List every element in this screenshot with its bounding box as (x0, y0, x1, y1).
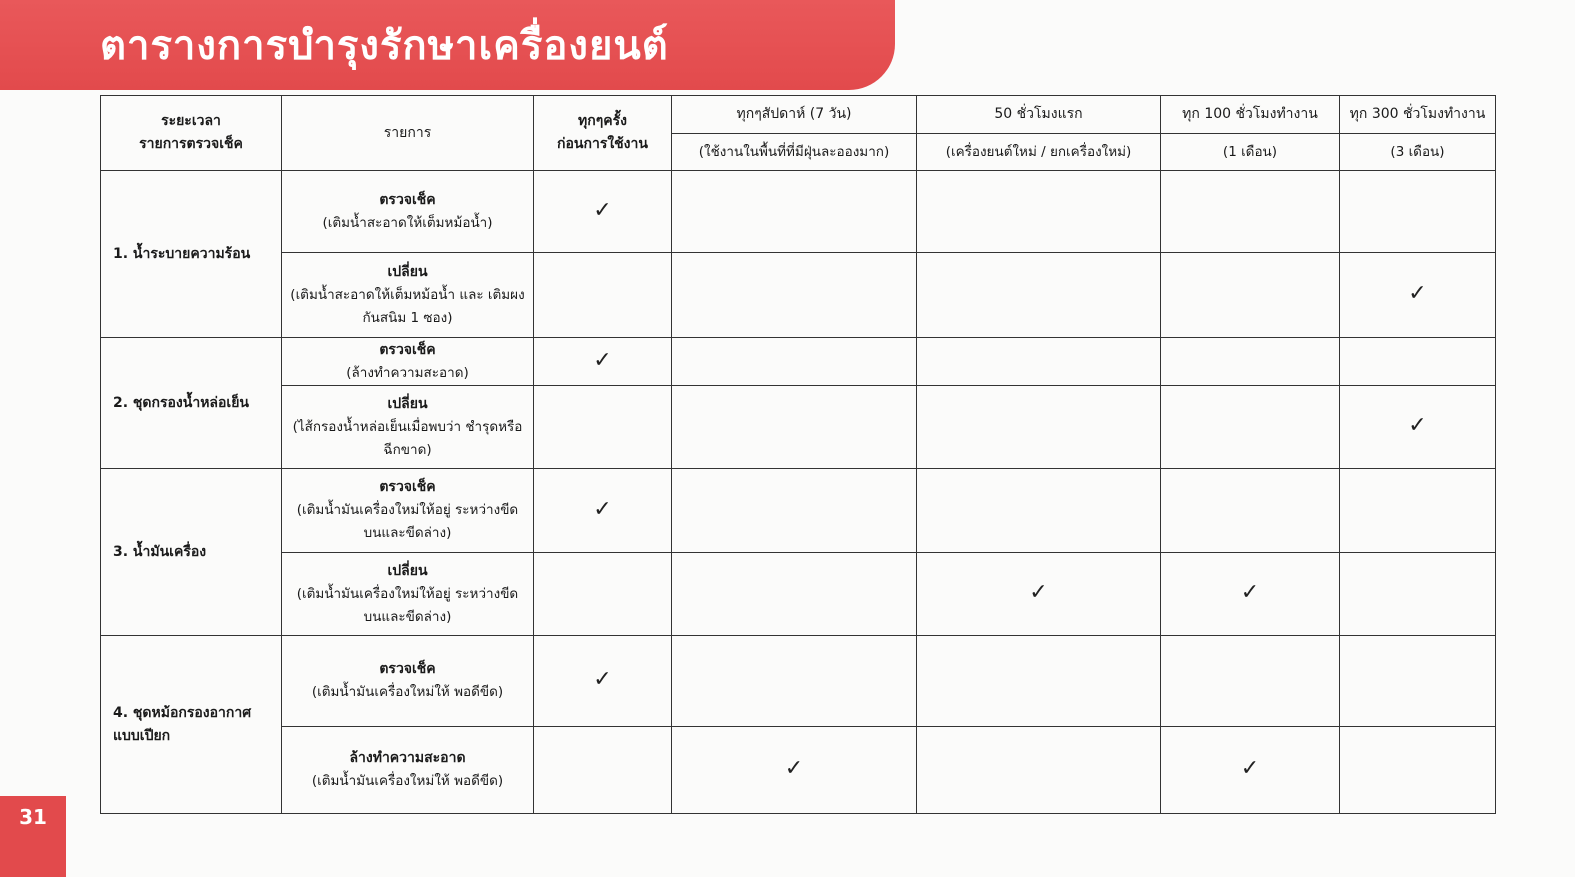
schedule-cell (1161, 553, 1340, 636)
header-every-use-cell (534, 96, 672, 171)
item-cell (282, 253, 534, 338)
schedule-cell (1340, 636, 1496, 727)
schedule-cell (672, 386, 917, 469)
header-every-use-line1: ทุกๆครั้ง (578, 113, 627, 129)
header-row (101, 96, 1496, 134)
schedule-cell (672, 553, 917, 636)
item-note: (ไส้กรองน้ำหล่อเย็นเมื่อพบว่า ชำรุดหรือ ฉีกขาด) (292, 418, 523, 458)
schedule-cell (1161, 727, 1340, 814)
item-action: ตรวจเช็ค (379, 341, 436, 358)
item-action: เปลี่ยน (387, 562, 428, 579)
header-every-300h-note: (3 เดือน) (1340, 134, 1496, 171)
schedule-cell (534, 171, 672, 253)
header-period-line1: ระยะเวลา (161, 113, 221, 129)
header-period-cell (101, 96, 282, 171)
item-note: (เติมน้ำมันเครื่องใหม่ให้ พอดีขีด) (311, 684, 504, 700)
schedule-cell (534, 386, 672, 469)
table-row (101, 386, 1496, 469)
schedule-cell (672, 253, 917, 338)
schedule-cell (917, 171, 1161, 253)
table-row (101, 727, 1496, 814)
schedule-cell (917, 469, 1161, 553)
system-name: 1. น้ำระบายความร้อน (101, 171, 282, 338)
schedule-cell (534, 338, 672, 386)
schedule-cell (534, 253, 672, 338)
header-item: รายการ (282, 96, 534, 171)
check-mark-icon: ✓ (593, 197, 612, 223)
schedule-cell (917, 553, 1161, 636)
schedule-cell (1161, 171, 1340, 253)
item-action: ตรวจเช็ค (379, 191, 436, 208)
check-mark-icon: ✓ (1240, 580, 1260, 605)
schedule-cell (672, 338, 917, 386)
schedule-cell (534, 727, 672, 814)
schedule-cell (917, 636, 1161, 727)
item-action: ตรวจเช็ค (379, 661, 436, 677)
page-title: ตารางการบำรุงรักษาเครื่องยนต์ (100, 23, 669, 69)
header-first-50h: 50 ชั่วโมงแรก (917, 96, 1161, 134)
schedule-cell (1161, 338, 1340, 386)
system-name: 3. น้ำมันเครื่อง (101, 469, 282, 636)
check-mark-icon: ✓ (784, 756, 804, 781)
system-name: 4. ชุดหม้อกรองอากาศ แบบเปียก (101, 636, 282, 814)
schedule-cell (917, 386, 1161, 469)
item-note: (เติมน้ำมันเครื่องใหม่ให้อยู่ ระหว่างขีดบนและขีดล่าง) (296, 502, 519, 541)
schedule-cell (917, 338, 1161, 386)
check-mark-icon: ✓ (1240, 756, 1260, 781)
schedule-cell (1340, 727, 1496, 814)
table-row (101, 469, 1496, 553)
table-row (101, 253, 1496, 338)
schedule-cell (1161, 386, 1340, 469)
schedule-cell (1340, 469, 1496, 553)
schedule-cell (1161, 253, 1340, 338)
check-mark-icon: ✓ (1408, 281, 1427, 306)
item-action: เปลี่ยน (387, 263, 428, 280)
schedule-cell (534, 469, 672, 553)
check-mark-icon: ✓ (1029, 580, 1048, 605)
table-row (101, 338, 1496, 386)
item-note: (เติมน้ำมันเครื่องใหม่ให้ พอดีขีด) (311, 773, 504, 789)
schedule-cell (534, 553, 672, 636)
check-mark-icon: ✓ (593, 347, 612, 373)
item-note: (เติมน้ำมันเครื่องใหม่ให้อยู่ ระหว่างขีดบนและขีดล่าง) (296, 585, 519, 625)
table-row (101, 636, 1496, 727)
table-row (101, 171, 1496, 253)
header-every-300h: ทุก 300 ชั่วโมงทำงาน (1340, 96, 1496, 134)
item-cell (282, 171, 534, 253)
item-cell (282, 553, 534, 636)
schedule-cell (672, 171, 917, 253)
schedule-cell (917, 253, 1161, 338)
table-row (101, 553, 1496, 636)
schedule-cell (534, 636, 672, 727)
page-number: 31 (19, 805, 47, 829)
item-cell (282, 727, 534, 814)
item-cell (282, 469, 534, 553)
schedule-cell (1161, 469, 1340, 553)
item-note: (ล้างทำความสะอาด) (346, 364, 469, 381)
schedule-cell (672, 469, 917, 553)
schedule-cell (1340, 253, 1496, 338)
item-action: ตรวจเช็ค (379, 479, 436, 495)
schedule-cell (1161, 636, 1340, 727)
header-every-100h-note: (1 เดือน) (1161, 134, 1340, 171)
schedule-cell (672, 727, 917, 814)
check-mark-icon: ✓ (1408, 413, 1427, 438)
item-cell (282, 386, 534, 469)
check-mark-icon: ✓ (593, 496, 612, 522)
item-cell (282, 338, 534, 386)
schedule-cell (1340, 386, 1496, 469)
schedule-cell (672, 636, 917, 727)
item-note: (เติมน้ำสะอาดให้เต็มหม้อน้ำ) (322, 214, 493, 231)
check-mark-icon: ✓ (593, 667, 612, 692)
item-action: เปลี่ยน (387, 395, 428, 412)
schedule-cell (917, 727, 1161, 814)
schedule-body (101, 171, 1496, 814)
header-every-use-line2: ก่อนการใช้งาน (557, 136, 648, 152)
item-cell (282, 636, 534, 727)
header-period-line2: รายการตรวจเช็ค (139, 136, 243, 152)
item-note: (เติมน้ำสะอาดให้เต็มหม้อน้ำ และ เติมผงกันสนิม 1 ซอง) (290, 286, 525, 326)
item-action: ล้างทำความสะอาด (349, 750, 466, 766)
schedule-cell (1340, 553, 1496, 636)
maintenance-schedule-table (100, 95, 1496, 814)
header-first-50h-note: (เครื่องยนต์ใหม่ / ยกเครื่องใหม่) (917, 134, 1161, 171)
schedule-cell (1340, 338, 1496, 386)
header-every-100h: ทุก 100 ชั่วโมงทำงาน (1161, 96, 1340, 134)
system-name: 2. ชุดกรองน้ำหล่อเย็น (101, 338, 282, 469)
schedule-cell (1340, 171, 1496, 253)
header-weekly-note: (ใช้งานในพื้นที่ที่มีฝุ่นละอองมาก) (672, 134, 917, 171)
header-weekly: ทุกๆสัปดาห์ (7 วัน) (672, 96, 917, 134)
